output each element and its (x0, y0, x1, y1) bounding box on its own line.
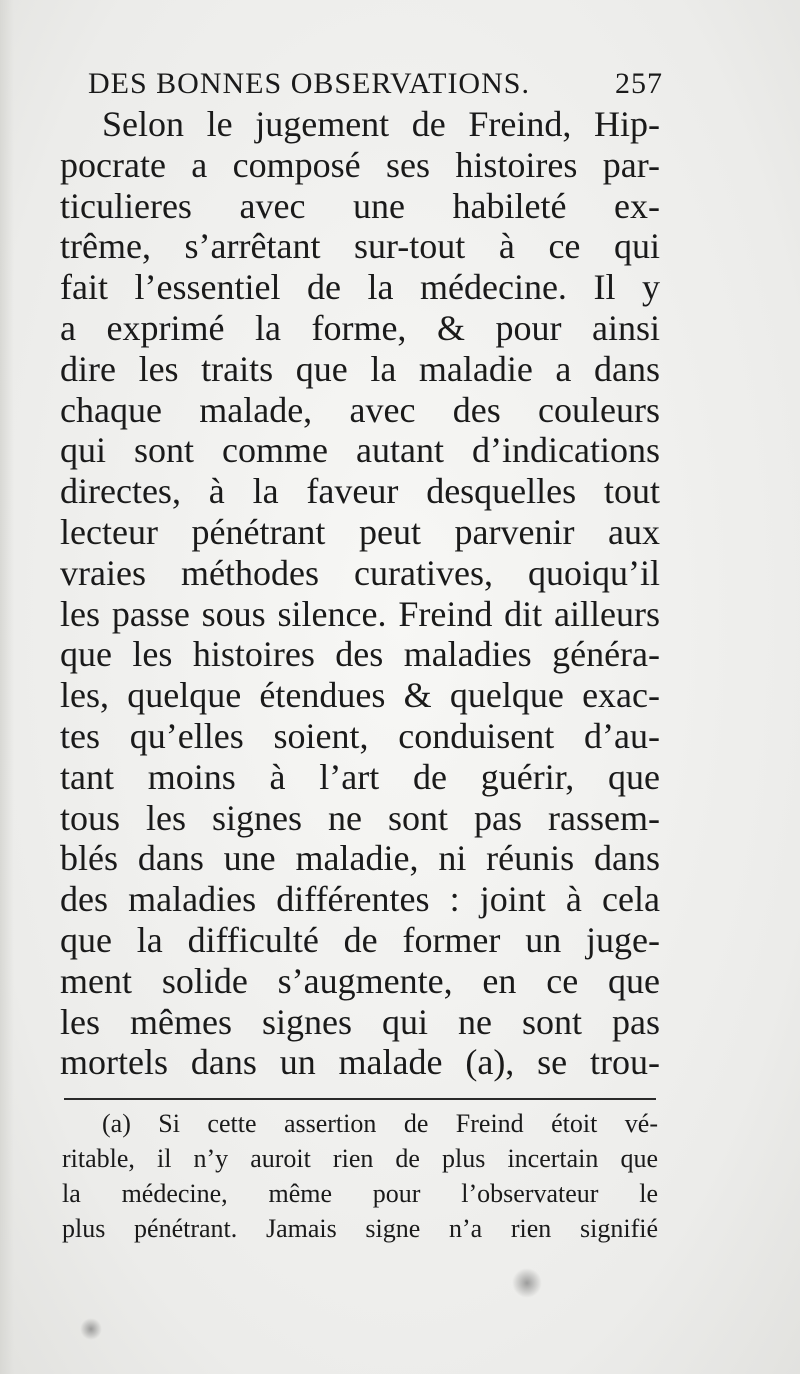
text-line: lecteur pénétrant peut parvenir aux (60, 511, 660, 552)
text-line: des maladies différentes : joint à cela (60, 879, 660, 920)
text-line: les, quelque étendues & quelque exac- (60, 675, 660, 716)
text-line: que les histoires des maladies généra- (60, 634, 660, 675)
text-line: a exprimé la forme, & pour ainsi (60, 307, 660, 348)
text-line: ticulieres avec une habileté ex- (60, 185, 660, 226)
text-line: directes, à la faveur desquelles tout (60, 471, 660, 512)
footnote-rule (64, 1098, 656, 1100)
text-line: les passe sous silence. Freind dit ailleurs (60, 593, 660, 634)
text-line: Selon le jugement de Freind, Hip- (102, 104, 660, 144)
text-line: dire les traits que la maladie a dans (60, 348, 660, 389)
text-line: que la difficulté de former un juge- (60, 919, 660, 960)
text-line: pocrate a composé ses histoires par- (60, 144, 660, 185)
running-title: DES BONNES OBSERVATIONS. (88, 67, 530, 100)
text-line: vraies méthodes curatives, quoiqu’il (60, 552, 660, 593)
text-line: tes qu’elles soient, conduisent d’au- (60, 715, 660, 756)
text-line: trême, s’arrêtant sur-tout à ce qui (60, 226, 660, 267)
footnote-line: la médecine, même pour l’observateur le (62, 1179, 658, 1208)
text-line: fait l’essentiel de la médecine. Il y (60, 267, 660, 308)
ink-spot (80, 1318, 102, 1340)
text-line: mortels dans un malade (a), se trou- (60, 1042, 660, 1083)
text-line: les mêmes signes qui ne sont pas (60, 1001, 660, 1042)
text-line: qui sont comme autant d’indications (60, 430, 660, 471)
page-number: 257 (615, 67, 663, 100)
text-line: tous les signes ne sont pas rassem- (60, 797, 660, 838)
footnote-line: plus pénétrant. Jamais signe n’a rien signifié (62, 1214, 658, 1243)
footnote-line: ritable, il n’y auroit rien de plus incertain que (62, 1144, 658, 1173)
text-line: chaque malade, avec des couleurs (60, 389, 660, 430)
page-edge-shadow (0, 0, 14, 1374)
footnote (62, 1106, 658, 1246)
text-line: tant moins à l’art de guérir, que (60, 756, 660, 797)
running-head (88, 64, 663, 104)
footnote-line: (a) Si cette assertion de Freind étoit vé- (102, 1109, 658, 1138)
body-text (60, 104, 660, 1083)
text-line: ment solide s’augmente, en ce que (60, 960, 660, 1001)
ink-spot (512, 1268, 542, 1298)
text-line: blés dans une maladie, ni réunis dans (60, 838, 660, 879)
